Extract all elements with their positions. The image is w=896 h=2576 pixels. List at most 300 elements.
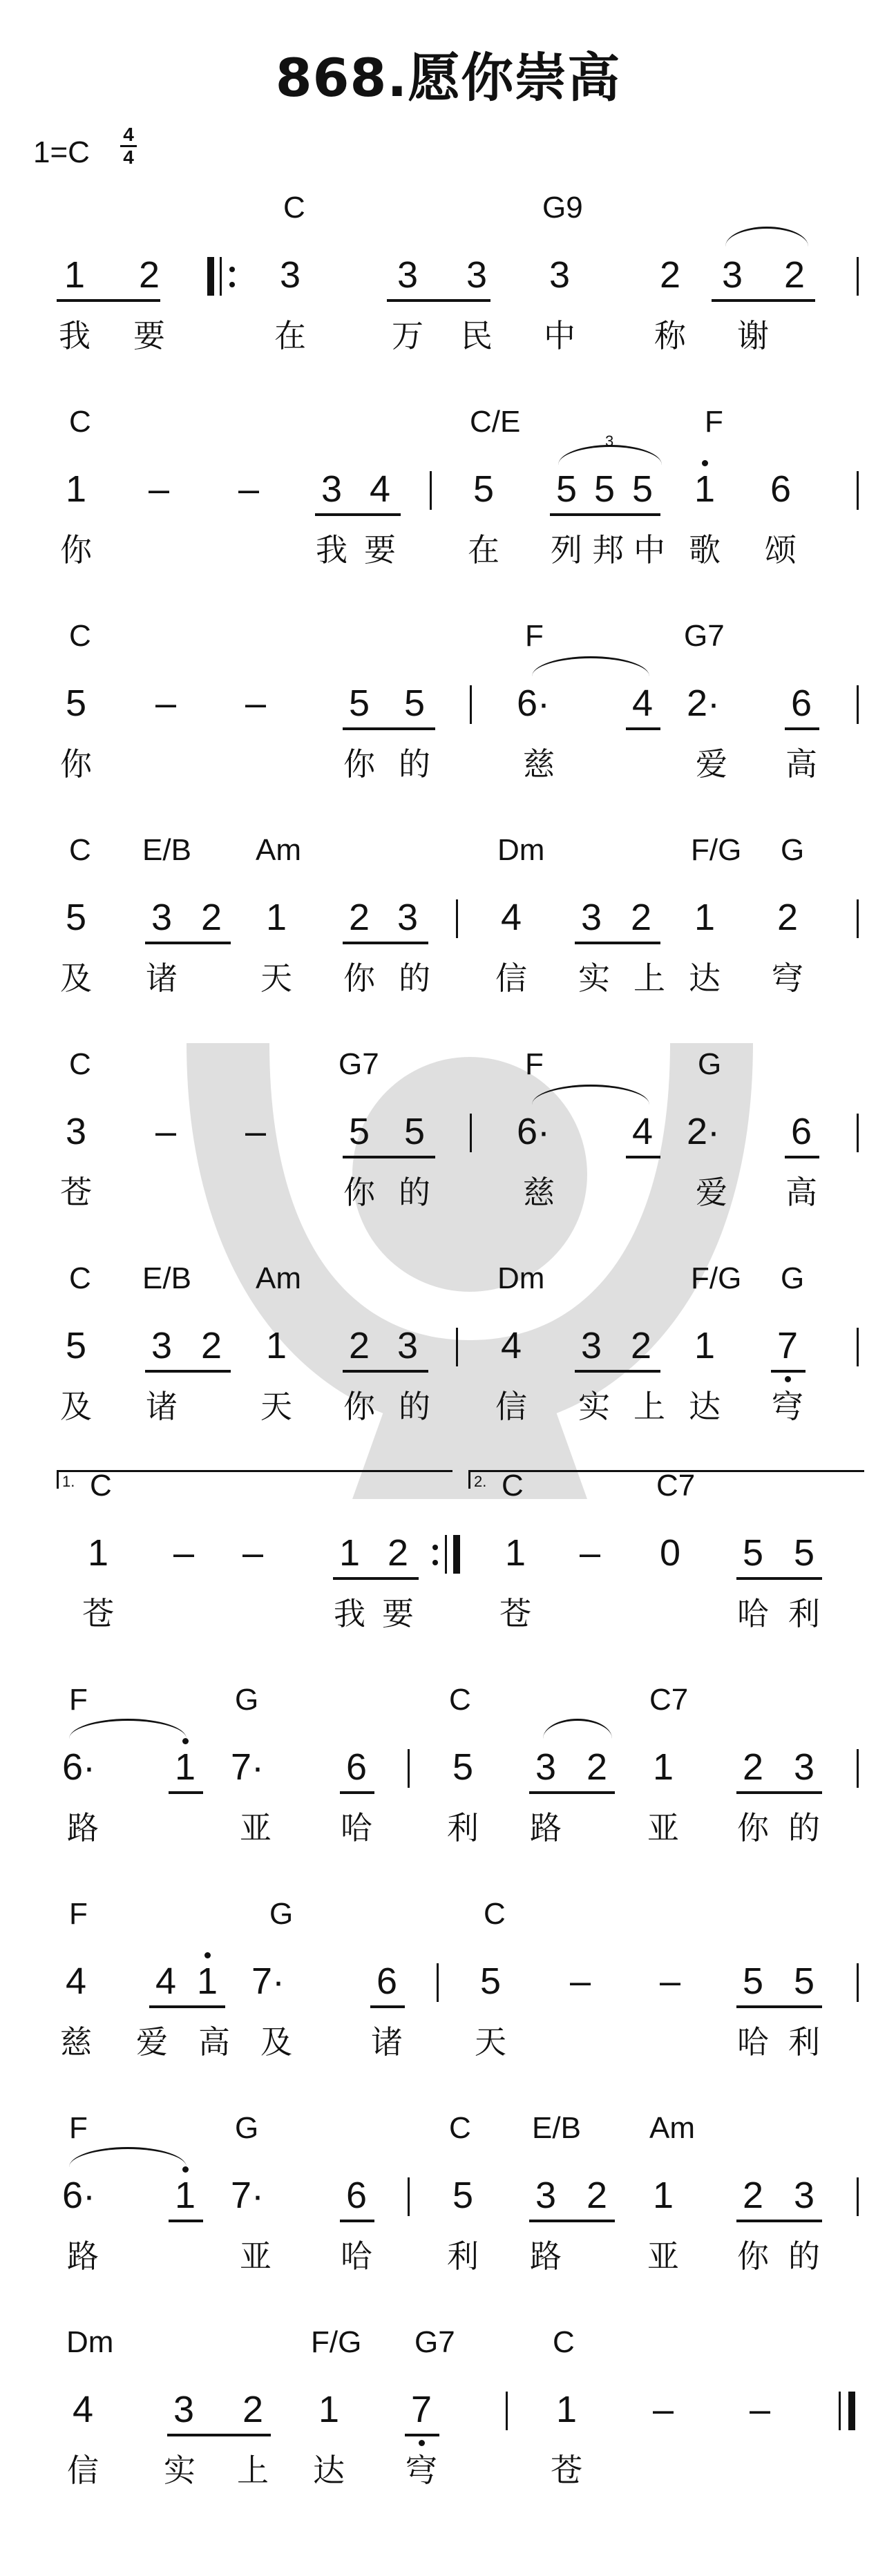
- note: 2: [742, 1746, 764, 1788]
- lyric: 的: [788, 1809, 820, 1847]
- key-signature: 1=C: [33, 135, 90, 169]
- chord-symbol: G: [235, 1683, 259, 1717]
- lyric: 你: [343, 1174, 375, 1211]
- lyric: 诸: [146, 960, 178, 997]
- note: 5: [65, 897, 87, 938]
- note: 6·: [62, 1746, 96, 1788]
- barline: [430, 471, 432, 510]
- high-octave-dot: [204, 1952, 211, 1958]
- barline: [857, 899, 859, 938]
- score-line-5: [0, 1047, 896, 1254]
- lyric: 穹: [772, 960, 803, 997]
- lyric: 天: [475, 2023, 506, 2061]
- eighth-underline: [626, 727, 660, 730]
- lyric: 高: [785, 1174, 817, 1211]
- note: –: [238, 468, 260, 510]
- note: 3: [535, 1746, 557, 1788]
- time-signature-top: 4: [123, 124, 134, 145]
- note: 3: [173, 2389, 195, 2430]
- page-title: 868.愿你崇高: [275, 47, 621, 108]
- lyric: 苍: [499, 1595, 531, 1632]
- note: 3: [397, 897, 419, 938]
- lyric: 慈: [60, 2023, 92, 2061]
- chord-symbol: F: [69, 2111, 88, 2145]
- note: 7: [410, 2389, 432, 2430]
- note: 5: [631, 468, 654, 510]
- note: 3: [793, 1746, 815, 1788]
- lyric: 爱: [136, 2023, 168, 2061]
- chord-symbol: F: [525, 1047, 544, 1081]
- lyric: 亚: [647, 2238, 679, 2275]
- chord-symbol: F: [69, 1683, 88, 1717]
- barline: [437, 1963, 439, 2002]
- repeat-barline: [445, 1535, 447, 1574]
- note: –: [245, 683, 267, 724]
- note: 7·: [251, 1960, 285, 2002]
- note: 5: [479, 1960, 502, 2002]
- eighth-underline: [340, 1791, 374, 1794]
- chord-symbol: F: [525, 619, 544, 653]
- note: 1: [265, 897, 287, 938]
- note: 3: [279, 254, 301, 296]
- lyric: 颂: [765, 531, 797, 569]
- note: 5: [793, 1960, 815, 2002]
- note: 5: [593, 468, 616, 510]
- chord-symbol: C: [449, 1683, 471, 1717]
- second-ending-number: 2.: [474, 1473, 487, 1490]
- final-barline: [848, 2392, 855, 2430]
- chord-symbol: C: [449, 2111, 471, 2145]
- note: 2: [783, 254, 806, 296]
- chord-symbol: G7: [339, 1047, 379, 1081]
- score-line-1: [0, 191, 896, 398]
- note: 4: [631, 1111, 654, 1152]
- lyric: 实: [578, 1388, 610, 1425]
- score-line-4: [0, 833, 896, 1040]
- slur: [532, 1085, 649, 1105]
- lyric: 的: [399, 745, 430, 783]
- chord-symbol: G: [698, 1047, 722, 1081]
- lyric: 你: [737, 2238, 769, 2275]
- barline: [470, 685, 472, 724]
- lyric: 高: [198, 2023, 230, 2061]
- lyric: 哈: [737, 2023, 769, 2061]
- note: 2: [776, 897, 799, 938]
- note: 6·: [517, 683, 551, 724]
- note: 1: [64, 254, 86, 296]
- lyric: 列: [551, 531, 582, 569]
- lyric: 歌: [689, 531, 721, 569]
- note: 7: [776, 1325, 799, 1366]
- lyric: 的: [399, 960, 430, 997]
- high-octave-dot: [182, 1738, 189, 1744]
- eighth-underline: [167, 2434, 271, 2436]
- note: –: [242, 1532, 264, 1574]
- slur: [725, 227, 808, 247]
- lyric: 苍: [60, 1174, 92, 1211]
- chord-symbol: G7: [414, 2325, 455, 2359]
- lyric: 达: [689, 960, 721, 997]
- note: 5: [742, 1960, 764, 2002]
- barline: [456, 899, 458, 938]
- note: 2: [586, 1746, 608, 1788]
- note: 1: [174, 2175, 196, 2216]
- slur: [69, 1719, 187, 1739]
- note: 4: [500, 897, 522, 938]
- note: –: [569, 1960, 591, 2002]
- lyric: 诸: [371, 2023, 403, 2061]
- chord-symbol: C: [69, 833, 91, 867]
- note: 1: [65, 468, 87, 510]
- barline: [408, 1749, 410, 1788]
- eighth-underline: [529, 1791, 615, 1794]
- note: 3: [466, 254, 488, 296]
- lyric: 及: [60, 960, 92, 997]
- barline: [857, 685, 859, 724]
- note: –: [155, 683, 177, 724]
- chord-symbol: E/B: [532, 2111, 581, 2145]
- barline: [470, 1114, 472, 1152]
- note: 2: [630, 897, 652, 938]
- lyric: 路: [530, 1809, 562, 1847]
- chord-symbol: C: [283, 191, 305, 225]
- lyric: 在: [274, 317, 306, 354]
- lyric: 的: [399, 1174, 430, 1211]
- note: 1: [555, 2389, 578, 2430]
- chord-symbol: Dm: [497, 833, 545, 867]
- note: 5: [65, 683, 87, 724]
- lyric: 苍: [82, 1595, 114, 1632]
- note: 1: [694, 897, 716, 938]
- eighth-underline: [575, 1370, 660, 1373]
- note: 1: [87, 1532, 109, 1574]
- low-octave-dot: [785, 1376, 791, 1382]
- note: 3: [151, 1325, 173, 1366]
- note: 4: [500, 1325, 522, 1366]
- note: 0: [659, 1532, 681, 1574]
- note: 7·: [231, 1746, 265, 1788]
- note: 1: [694, 1325, 716, 1366]
- note: 6: [770, 468, 792, 510]
- slur: [69, 2147, 187, 2167]
- note: 2: [659, 254, 681, 296]
- lyric: 上: [633, 1388, 665, 1425]
- chord-symbol: Am: [256, 833, 301, 867]
- eighth-underline: [387, 299, 490, 302]
- note: 4: [65, 1960, 87, 2002]
- chord-symbol: C: [69, 1047, 91, 1081]
- chord-symbol: C: [484, 1897, 506, 1931]
- lyric: 利: [447, 1809, 479, 1847]
- note: 1: [504, 1532, 526, 1574]
- score-line-8: [0, 1683, 896, 1890]
- barline: [857, 1749, 859, 1788]
- lyric: 的: [788, 2238, 820, 2275]
- eighth-underline: [785, 727, 819, 730]
- lyric: 我: [59, 317, 90, 354]
- chord-symbol: G: [235, 2111, 259, 2145]
- lyric: 信: [67, 2452, 99, 2489]
- score-line-10: [0, 2111, 896, 2318]
- note: 6: [345, 2175, 368, 2216]
- chord-symbol: C7: [656, 1469, 696, 1502]
- note: 1: [174, 1746, 196, 1788]
- lyric: 哈: [737, 1595, 769, 1632]
- note: –: [579, 1532, 601, 1574]
- note: 2: [138, 254, 160, 296]
- eighth-underline: [712, 299, 815, 302]
- lyric: 实: [578, 960, 610, 997]
- eighth-underline: [333, 1577, 419, 1580]
- eighth-underline: [405, 2434, 439, 2436]
- eighth-underline: [575, 942, 660, 944]
- eighth-underline: [529, 2220, 615, 2222]
- time-signature-bottom: 4: [123, 146, 134, 168]
- note: –: [245, 1111, 267, 1152]
- lyric: 你: [60, 745, 92, 783]
- note: 5: [452, 1746, 474, 1788]
- lyric: 你: [343, 1388, 375, 1425]
- repeat-barline: [453, 1535, 460, 1574]
- note: 6: [376, 1960, 398, 2002]
- chord-symbol: G: [269, 1897, 294, 1931]
- triplet-mark: 3: [605, 432, 614, 450]
- barline: [408, 2177, 410, 2216]
- eighth-underline: [736, 1577, 822, 1580]
- note: 1: [652, 1746, 674, 1788]
- lyric: 天: [260, 960, 292, 997]
- eighth-underline: [149, 2005, 225, 2008]
- lyric: 在: [468, 531, 499, 569]
- eighth-underline: [340, 2220, 374, 2222]
- lyric: 高: [785, 745, 817, 783]
- eighth-underline: [343, 942, 428, 944]
- note: 1: [318, 2389, 340, 2430]
- lyric: 你: [60, 531, 92, 569]
- high-octave-dot: [702, 460, 708, 466]
- note: 6·: [517, 1111, 551, 1152]
- barline: [857, 471, 859, 510]
- note: –: [659, 1960, 681, 2002]
- note: 3: [721, 254, 743, 296]
- note: 5: [403, 1111, 426, 1152]
- note: 5: [793, 1532, 815, 1574]
- time-signature: [120, 124, 137, 168]
- note: 2: [200, 1325, 222, 1366]
- repeat-barline: [220, 257, 222, 296]
- lyric: 要: [133, 317, 165, 354]
- lyric: 你: [737, 1809, 769, 1847]
- lyric: 达: [313, 2452, 345, 2489]
- chord-symbol: C: [553, 2325, 575, 2359]
- eighth-underline: [343, 727, 435, 730]
- note: 5: [473, 468, 495, 510]
- lyric: 民: [461, 317, 493, 354]
- chord-symbol: G: [781, 1261, 805, 1295]
- note: 3: [549, 254, 571, 296]
- eighth-underline: [145, 1370, 231, 1373]
- barline: [857, 1114, 859, 1152]
- note: 2: [242, 2389, 264, 2430]
- note: 6·: [62, 2175, 96, 2216]
- barline: [857, 1328, 859, 1366]
- note: 3: [397, 254, 419, 296]
- note: 5: [742, 1532, 764, 1574]
- note: 7·: [231, 2175, 265, 2216]
- barline: [456, 1328, 458, 1366]
- lyric: 爱: [696, 745, 727, 783]
- repeat-dots: [432, 1542, 438, 1568]
- lyric: 上: [237, 2452, 269, 2489]
- note: 3: [321, 468, 343, 510]
- note: 2: [387, 1532, 409, 1574]
- note: 5: [348, 683, 370, 724]
- lyric: 利: [788, 2023, 820, 2061]
- chord-symbol: F/G: [691, 1261, 742, 1295]
- high-octave-dot: [182, 2166, 189, 2173]
- eighth-underline: [145, 942, 231, 944]
- lyric: 谢: [737, 317, 769, 354]
- note: –: [749, 2389, 771, 2430]
- note: –: [155, 1111, 177, 1152]
- score-line-3: [0, 619, 896, 826]
- note: 3: [151, 897, 173, 938]
- lyric: 中: [544, 317, 575, 354]
- lyric: 哈: [341, 2238, 372, 2275]
- note: 2: [630, 1325, 652, 1366]
- chord-symbol: E/B: [142, 1261, 191, 1295]
- note: –: [148, 468, 170, 510]
- first-ending-bracket: [57, 1470, 452, 1489]
- chord-symbol: C: [69, 405, 91, 439]
- chord-symbol: G7: [684, 619, 725, 653]
- note: 2: [200, 897, 222, 938]
- note: 1: [652, 2175, 674, 2216]
- lyric: 天: [260, 1388, 292, 1425]
- eighth-underline: [315, 513, 401, 516]
- note: 3: [580, 897, 602, 938]
- chord-symbol: Dm: [497, 1261, 545, 1295]
- lyric: 我: [316, 531, 347, 569]
- lyric: 苍: [551, 2452, 582, 2489]
- lyric: 实: [164, 2452, 196, 2489]
- lyric: 及: [260, 2023, 292, 2061]
- chord-symbol: C: [502, 1469, 524, 1502]
- eighth-underline: [736, 2005, 822, 2008]
- note: 1: [339, 1532, 361, 1574]
- repeat-barline: [207, 257, 214, 296]
- eighth-underline: [736, 1791, 822, 1794]
- lyric: 我: [334, 1595, 365, 1632]
- note: 5: [348, 1111, 370, 1152]
- lyric: 穹: [772, 1388, 803, 1425]
- eighth-underline: [169, 1791, 203, 1794]
- low-octave-dot: [419, 2440, 425, 2446]
- lyric: 你: [343, 960, 375, 997]
- eighth-underline: [169, 2220, 203, 2222]
- note: 2: [586, 2175, 608, 2216]
- barline: [506, 2392, 508, 2430]
- note: 5: [65, 1325, 87, 1366]
- chord-symbol: F: [705, 405, 723, 439]
- note: 1: [694, 468, 716, 510]
- note: 4: [369, 468, 391, 510]
- note: 4: [72, 2389, 94, 2430]
- chord-symbol: F/G: [691, 833, 742, 867]
- note: 4: [631, 683, 654, 724]
- note: 1: [265, 1325, 287, 1366]
- lyric: 穹: [406, 2452, 437, 2489]
- eighth-underline: [370, 2005, 405, 2008]
- lyric: 亚: [240, 2238, 271, 2275]
- barline: [857, 2177, 859, 2216]
- lyric: 亚: [240, 1809, 271, 1847]
- chord-symbol: F/G: [311, 2325, 362, 2359]
- note: 2·: [687, 1111, 721, 1152]
- chord-symbol: C: [69, 619, 91, 653]
- eighth-underline: [736, 2220, 822, 2222]
- note: 3: [65, 1111, 87, 1152]
- note: 3: [793, 2175, 815, 2216]
- eighth-underline: [771, 1370, 806, 1373]
- note: –: [652, 2389, 674, 2430]
- lyric: 达: [689, 1388, 721, 1425]
- lyric: 哈: [341, 1809, 372, 1847]
- eighth-underline: [343, 1370, 428, 1373]
- score-line-9: [0, 1897, 896, 2104]
- chord-symbol: C: [90, 1469, 112, 1502]
- note: 2: [348, 1325, 370, 1366]
- note: 5: [555, 468, 578, 510]
- lyric: 中: [633, 531, 665, 569]
- score-line-11: [0, 2325, 896, 2532]
- chord-symbol: Am: [256, 1261, 301, 1295]
- chord-symbol: F: [69, 1897, 88, 1931]
- chord-symbol: G9: [542, 191, 583, 225]
- eighth-underline: [550, 513, 660, 516]
- lyric: 邦: [592, 531, 624, 569]
- chord-symbol: C7: [649, 1683, 689, 1717]
- lyric: 路: [530, 2238, 562, 2275]
- note: 5: [452, 2175, 474, 2216]
- chord-symbol: Am: [649, 2111, 695, 2145]
- slur: [543, 1719, 612, 1739]
- lyric: 称: [654, 317, 686, 354]
- note: 5: [403, 683, 426, 724]
- lyric: 慈: [523, 1174, 555, 1211]
- note: 2·: [687, 683, 721, 724]
- note: 3: [397, 1325, 419, 1366]
- note: 6: [790, 1111, 812, 1152]
- lyric: 利: [447, 2238, 479, 2275]
- lyric: 及: [60, 1388, 92, 1425]
- chord-symbol: C: [69, 1261, 91, 1295]
- slur: [532, 656, 649, 676]
- eighth-underline: [57, 299, 160, 302]
- eighth-underline: [626, 1156, 660, 1158]
- lyric: 诸: [146, 1388, 178, 1425]
- score-line-2: [0, 405, 896, 612]
- chord-symbol: G: [781, 833, 805, 867]
- lyric: 路: [67, 2238, 99, 2275]
- barline: [857, 1963, 859, 2002]
- lyric: 亚: [647, 1809, 679, 1847]
- eighth-underline: [785, 1156, 819, 1158]
- lyric: 信: [495, 1388, 527, 1425]
- note: 4: [155, 1960, 177, 2002]
- lyric: 的: [399, 1388, 430, 1425]
- score-line-7: [0, 1469, 896, 1676]
